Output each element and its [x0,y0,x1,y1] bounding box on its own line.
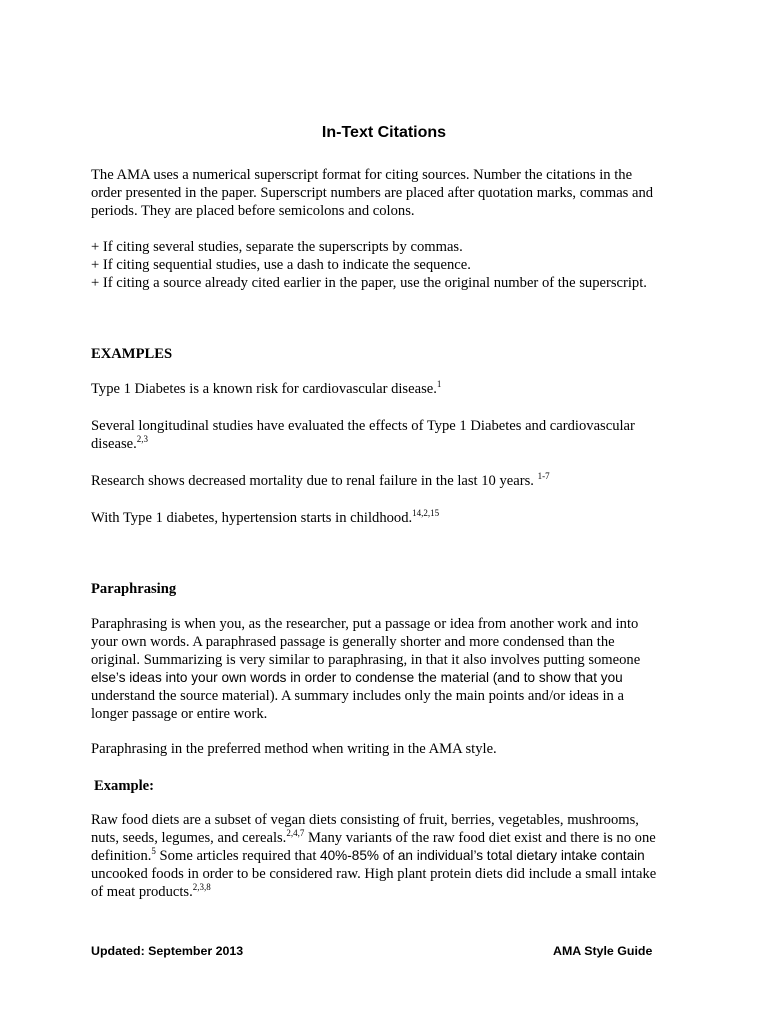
example-sentence [91,380,691,398]
intro-paragraph [91,166,691,220]
citation-superscript: 14,2,15 [412,508,440,518]
citation-superscript: 2,3,8 [192,882,211,892]
citation-superscript: 2,3 [136,434,149,444]
paraphrasing-line: longer passage or entire work. [91,706,268,722]
paraphrasing-heading: Paraphrasing [91,581,177,597]
paraphrasing-line: understand the source material). A summary includes only the main points and/or ideas in a [91,688,624,704]
paraphrasing-line: your own words. A paraphrased passage is generally shorter and more condensed than the [91,634,615,650]
citation-superscript: 1 [436,379,442,389]
footer-guide-name: AMA Style Guide [553,944,653,958]
paraphrasing-line: Paraphrasing is when you, as the researcher, put a passage or idea from another work and into [91,616,639,632]
example-sentence [91,509,691,527]
citation-rule: + If citing sequential studies, use a dash to indicate the sequence. [91,257,471,273]
example-line: Raw food diets are a subset of vegan diets consisting of fruit, berries, vegetables, mushrooms, [91,812,639,828]
example-line: Some articles required that [155,848,321,864]
example-text: Several longitudinal studies have evaluated the effects of Type 1 Diabetes and cardiovascular [91,418,635,434]
example-line: 40%-85% of an individual’s total dietary intake contain [320,848,645,863]
paraphrasing-line: original. Summarizing is very similar to paraphrasing, in that it also involves putting someone [91,652,641,668]
example-line: of meat products. [91,884,193,900]
example-text: disease. [91,436,137,452]
paraphrasing-paragraph [91,615,691,723]
example-sentence [91,417,691,453]
intro-line: The AMA uses a numerical superscript format for citing sources. Number the citations in the [91,167,633,183]
example-line: definition. [91,848,152,864]
example-line: uncooked foods in order to be considered raw. High plant protein diets did include a small intake [91,866,657,882]
example-heading: Example: [94,778,154,794]
paraphrasing-line: else’s ideas into your own words in order to condense the material (and to show that you [91,670,623,685]
citation-rule: + If citing a source already cited earlier in the paper, use the original number of the superscript. [91,275,647,291]
example-text: With Type 1 diabetes, hypertension starts in childhood. [91,510,413,526]
page-title: In-Text Citations [321,124,447,141]
example-line: Many variants of the raw food diet exist and there is no one [304,830,656,846]
intro-line: periods. They are placed before semicolons and colons. [91,203,415,219]
citation-superscript: 2,4,7 [286,828,305,838]
example-line: nuts, seeds, legumes, and cereals. [91,830,287,846]
example-text: Type 1 Diabetes is a known risk for cardiovascular disease. [91,381,437,397]
example-text: Research shows decreased mortality due to renal failure in the last 10 years. [91,473,538,489]
example-sentence [91,472,691,490]
intro-line: order presented in the paper. Superscript numbers are placed after quotation marks, commas and [91,185,654,201]
citation-rules-list [91,238,691,292]
citation-superscript: 5 [151,846,156,856]
preferred-method-text: Paraphrasing in the preferred method when writing in the AMA style. [91,741,497,757]
citation-superscript: 1-7 [537,471,550,481]
citation-rule: + If citing several studies, separate the superscripts by commas. [91,239,463,255]
example-paragraph [91,811,691,901]
footer-updated: Updated: September 2013 [91,944,244,958]
examples-heading: EXAMPLES [91,346,173,362]
